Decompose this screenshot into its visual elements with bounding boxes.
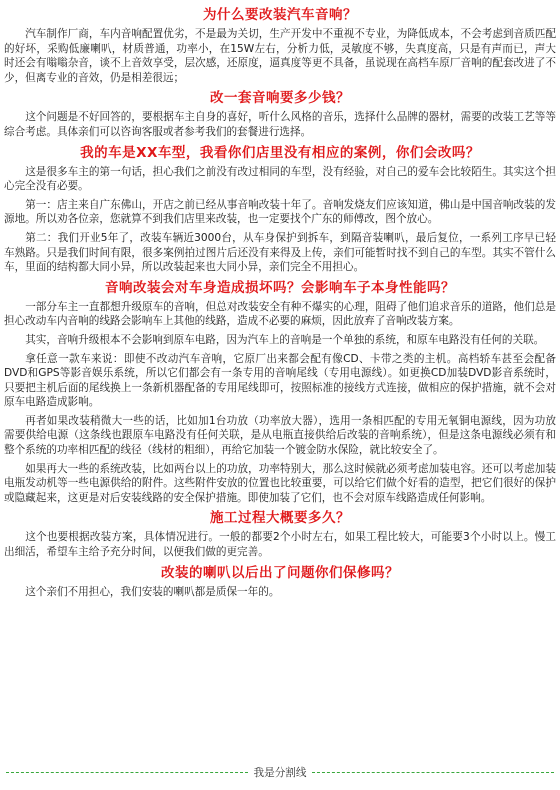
faq-question-heading: 施工过程大概要多久？ [210, 510, 350, 527]
faq-question-heading: 为什么要改装汽车音响？ [203, 7, 357, 23]
section-divider [6, 765, 554, 780]
divider-line-left [6, 772, 248, 773]
divider-line-right [312, 772, 554, 773]
faq-question-heading: 我的车是XX车型，我看你们店里没有相应的案例，你们会改吗？ [80, 144, 480, 161]
faq-answer-paragraph: 这个问题是不好回答的，要根据车主自身的喜好，听什么风格的音乐，选择什么品牌的器材，需要的改装工艺等等综合考虑。具体亲们可以咨询客服或者参考我们的套餐进行选择。 [4, 111, 556, 138]
faq-answer-paragraph: 这是很多车主的第一句话，担心我们之前没有改过相同的车型，没有经验，对自己的爱车会比较陌生。其实这个担心完全没有必要。 [4, 165, 556, 193]
faq-answer-paragraph: 这个也要根据改装方案，具体情况进行。一般的都要2个小时左右，如果工程比较大，可能要3个小时以上。慢工出细活，希望车主给予充分时间，以便我们做的更完善。 [4, 531, 556, 559]
faq-answer-paragraph: 这个亲们不用担心，我们安装的喇叭都是质保一年的。 [25, 585, 280, 598]
faq-answer-paragraph: 第二：我们开业5年了，改装车辆近3000台，从车身保护到拆车，到隔音装喇叭，最后复位，一系列工序早已轻车熟路。只是我们时间有限，很多案例拍过图片后还没有来得及上传，亲们可能暂时找不到自己的车型。其实不管什么车，里面的结构都大同小异，所以改装起来也大同小异，亲们完全不用担心。 [4, 231, 556, 274]
faq-question-heading: 音响改装会对车身造成损坏吗？会影响车子本身性能吗？ [105, 279, 455, 296]
divider-label: 我是分割线 [253, 767, 307, 779]
faq-answer-paragraph: 拿任意一款车来说：即使不改动汽车音响，它原厂出来都会配有像CD、卡带之类的主机。高档轿车甚至会配备DVD和GPS等影音娱乐系统，所以它们都会有一条专用的音响尾线（专用电源线）。如更换CD加装DVD影音系统时，只要把主机后面的尾线换上一条新机器配备的专用尾线即可，按照标准的接线方式连接，做相应的保护措施，就不会对原车电路造成影响。 [4, 352, 556, 409]
faq-answer-paragraph: 其实，音响升级根本不会影响到原车电路，因为汽车上的音响是一个单独的系统，和原车电路没有任何的关联。 [25, 333, 545, 346]
faq-answer-paragraph: 汽车制作厂商，车内音响配置优劣，不是最为关切，生产开发中不重视不专业，为降低成本，不会考虑到音质匹配的好坏，采购低廉喇叭，材质普通，功率小，在15W左右，分析力低，灵敏度不够，失真度高，只是有声而已，声大时还会有嗡嗡杂音，谈不上音效享受，层次感，还原度，逼真度等更不具备，虽说现在高档车原厂音响的配套改进了不少，但离专业的音效，仍是相差很远； [4, 28, 556, 84]
faq-answer-paragraph: 如果再大一些的系统改装，比如两台以上的功放，功率特别大，那么这时候就必须考虑加装电容。还可以考虑加装电瓶发动机等一些电源供给的附件。这些附件安放的位置也比较重要，可以给它们做个好看的造型，把它们很好的保护或隐藏起来，这更是对后安装线路的安全保护措施。即使加装了它们，也不会对原车线路造成任何影响。 [4, 462, 556, 504]
faq-question-heading: 改装的喇叭以后出了问题你们保修吗？ [161, 564, 399, 581]
faq-question-heading: 改一套音响要多少钱？ [210, 90, 350, 107]
faq-answer-paragraph: 一部分车主一直都想升级原车的音响，但总对改装安全有种不爆实的心理，阻碍了他们追求音乐的道路，他们总是担心改动车内音响的线路会影响车上其他的线路，造成不必要的麻烦，因此放弃了音响改装方案。 [4, 300, 556, 328]
faq-content [4, 6, 556, 599]
faq-answer-paragraph: 第一：店主来自广东佛山，开店之前已经从事音响改装十年了。音响发烧友们应该知道，佛山是中国音响改装的发源地。所以劝各位亲，您就算不到我们店里来改装，也一定要找个广东的师傅改，图个放心。 [4, 198, 556, 226]
faq-answer-paragraph: 再者如果改装稍微大一些的话，比如加1台功放（功率放大器），选用一条相匹配的专用无氧铜电源线，因为功放需要供给电源（这条线也跟原车电路没有任何关联，是从电瓶直接供给后改装的音响系统），但是这条电源线必须有和整个系统的功率相匹配的线径（线材的粗细），再给它加装一个镀金防水保险，就比较安全了。 [4, 414, 556, 457]
